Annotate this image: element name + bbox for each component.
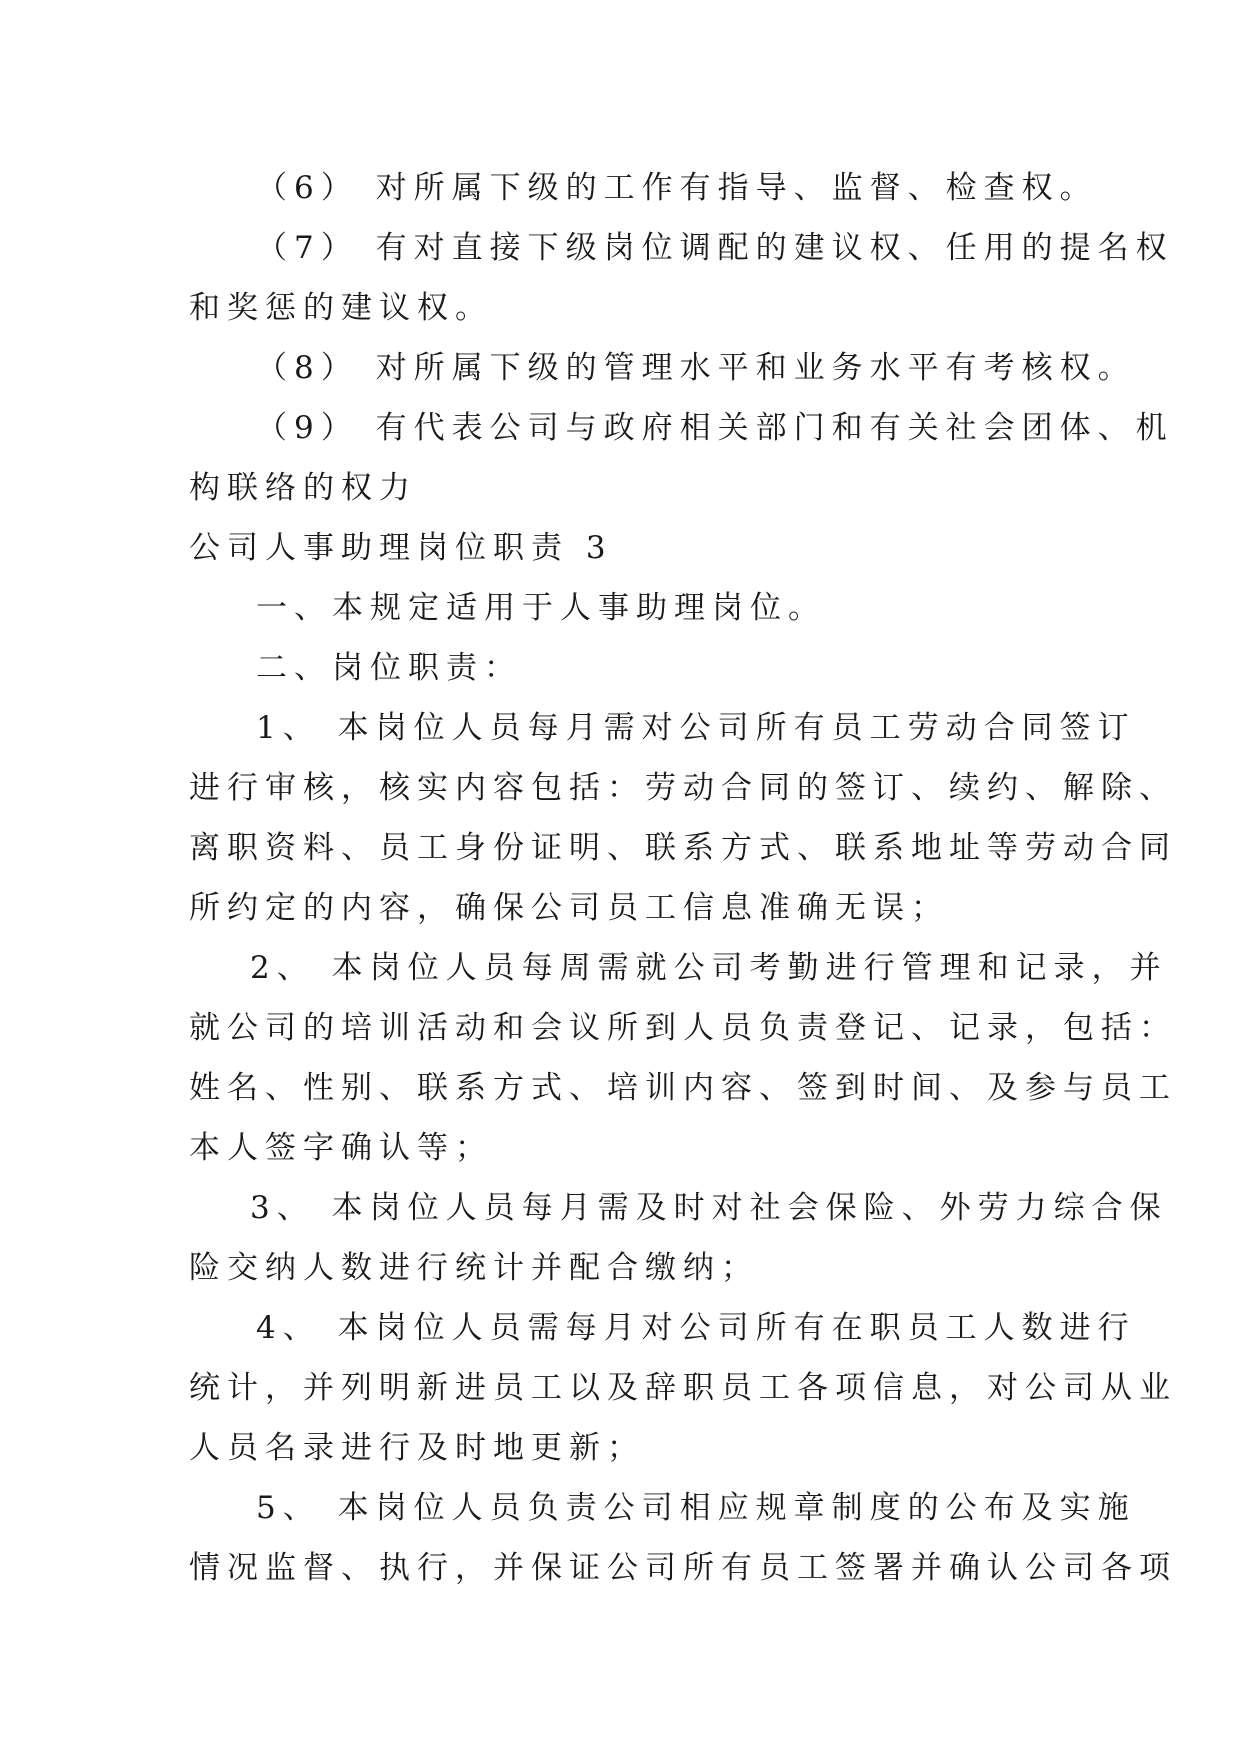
duty-4-line-3: 人员名录进行及时地更新； <box>189 1430 645 1466</box>
duty-5-line-1: 5、 本岗位人员负责公司相应规章制度的公布及实施 <box>256 1490 1136 1526</box>
item-9-line-2: 构联络的权力 <box>189 470 417 506</box>
duty-1-line-4: 所约定的内容，确保公司员工信息准确无误； <box>189 890 949 926</box>
duty-3-line-1: 3、 本岗位人员每月需及时对社会保险、外劳力综合保 <box>250 1190 1168 1226</box>
duty-3-line-2: 险交纳人数进行统计并配合缴纳； <box>189 1250 759 1286</box>
item-7-line-1: （7） 有对直接下级岗位调配的建议权、任用的提名权 <box>256 230 1174 266</box>
item-8: （8） 对所属下级的管理水平和业务水平有考核权。 <box>256 350 1136 386</box>
item-6: （6） 对所属下级的工作有指导、监督、检查权。 <box>256 170 1098 206</box>
duty-2-line-1: 2、 本岗位人员每周需就公司考勤进行管理和记录，并 <box>250 950 1168 986</box>
duty-2-line-2: 就公司的培训活动和会议所到人员负责登记、记录，包括： <box>189 1010 1177 1046</box>
section-heading: 公司人事助理岗位职责 3 <box>189 530 613 566</box>
duty-1-line-3: 离职资料、员工身份证明、联系方式、联系地址等劳动合同 <box>189 830 1177 866</box>
duty-1-line-2: 进行审核，核实内容包括：劳动合同的签订、续约、解除、 <box>189 770 1177 806</box>
duty-2-line-3: 姓名、性别、联系方式、培训内容、签到时间、及参与员工 <box>189 1070 1177 1106</box>
duty-2-line-4: 本人签字确认等； <box>189 1130 493 1166</box>
clause-two-heading: 二、岗位职责： <box>256 650 522 686</box>
duty-4-line-2: 统计，并列明新进员工以及辞职员工各项信息，对公司从业 <box>189 1370 1177 1406</box>
clause-one: 一、本规定适用于人事助理岗位。 <box>256 590 826 626</box>
item-9-line-1: （9） 有代表公司与政府相关部门和有关社会团体、机 <box>256 410 1174 446</box>
duty-4-line-1: 4、 本岗位人员需每月对公司所有在职员工人数进行 <box>256 1310 1136 1346</box>
item-7-line-2: 和奖惩的建议权。 <box>189 290 493 326</box>
duty-5-line-2: 情况监督、执行，并保证公司所有员工签署并确认公司各项 <box>189 1550 1177 1586</box>
duty-1-line-1: 1、 本岗位人员每月需对公司所有员工劳动合同签订 <box>256 710 1136 746</box>
